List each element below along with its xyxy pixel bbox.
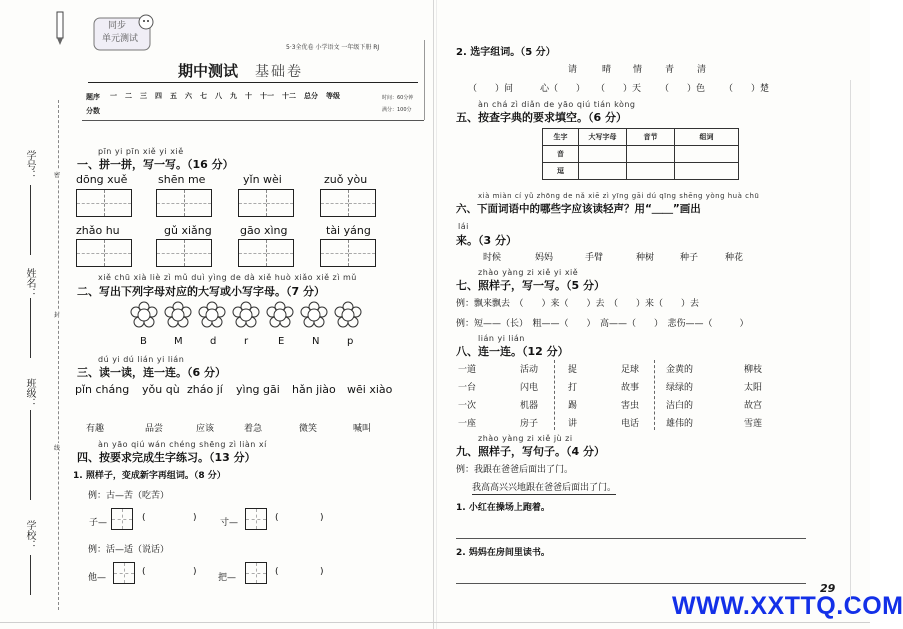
table-header: 组词 xyxy=(675,129,739,146)
brand-line: 5·3全优卷 小学语文 一年级下册 RJ xyxy=(286,44,380,51)
letter-r: r xyxy=(244,336,249,347)
writing-grid[interactable] xyxy=(156,239,212,267)
q9-title: 九、照样子，写句子。（4 分） xyxy=(456,445,605,458)
q9-item-1: 1. 小红在操场上跑着。 xyxy=(456,503,550,513)
writing-grid[interactable] xyxy=(76,189,132,217)
score-item: 一 xyxy=(110,92,117,100)
table-header: 大写字母 xyxy=(579,129,627,146)
q4-row1-b-label: 寸— xyxy=(220,518,239,528)
q6-word-3[interactable]: 手臂 xyxy=(585,253,604,263)
q1-title: 一、拼一拼，写一写。（16 分） xyxy=(77,158,234,171)
q8-pinyin: lián yi lián xyxy=(478,334,525,343)
r-q2-char-1: 请 xyxy=(568,65,578,75)
q3-pinyin-word-2: yǒu qù xyxy=(142,383,180,396)
q1-word-8: tài yáng xyxy=(326,224,371,237)
score-item: 二 xyxy=(125,92,132,100)
q8-divider-2 xyxy=(654,360,655,430)
r-q2-char-5: 清 xyxy=(697,65,707,75)
side-line-4 xyxy=(30,555,31,595)
q1-word-3: yǐn wèi xyxy=(243,173,282,186)
q4-title: 四、按要求完成生字练习。（13 分） xyxy=(77,451,256,464)
q3-pinyin-word-3: zháo jí xyxy=(187,383,223,396)
side-line-2 xyxy=(30,298,31,358)
full-marks-note: 满分：100分 xyxy=(382,107,412,113)
q5-pinyin: àn chá zì diǎn de yāo qiú tián kòng xyxy=(478,100,636,109)
stamp-text-unit-test: 单元测试 xyxy=(102,34,139,44)
q8-c4-4[interactable]: 电话 xyxy=(621,419,640,429)
char-box[interactable] xyxy=(245,562,267,584)
q9-example: 例：我跟在爸爸后面出了门。 xyxy=(456,465,574,475)
side-line-3 xyxy=(30,410,31,500)
score-item: 八 xyxy=(215,92,222,100)
writing-grid[interactable] xyxy=(76,239,132,267)
q3-hanzi-word-6: 喊叫 xyxy=(353,424,372,434)
seal-mark-feng: 封 xyxy=(54,312,61,319)
paren-open: ( xyxy=(142,567,146,577)
letter-N: N xyxy=(312,336,320,347)
table-row xyxy=(543,146,739,163)
q3-hanzi-word-3: 应该 xyxy=(196,424,215,434)
q8-c6-3[interactable]: 故宫 xyxy=(744,401,763,411)
side-label-name: 姓名： xyxy=(24,268,35,298)
paren-close: ) xyxy=(193,513,197,523)
table-cell-blank[interactable] xyxy=(627,146,675,163)
q8-c4-3[interactable]: 害虫 xyxy=(621,401,640,411)
q7-line-2[interactable]: 例：短——（长） 粗——（ ） 高——（ ） 悲伤——（ ） xyxy=(456,319,749,329)
r-q2-char-2: 晴 xyxy=(602,65,612,75)
page-number: 29 xyxy=(820,582,836,595)
paren-open: ( xyxy=(275,567,279,577)
r-q2-char-4: 青 xyxy=(665,65,675,75)
q6-word-1[interactable]: 时候 xyxy=(483,253,502,263)
r-q2-blank-4[interactable]: （ ）色 xyxy=(660,84,706,94)
letter-E: E xyxy=(278,336,285,347)
r-q2-blank-3[interactable]: （ ）天 xyxy=(596,84,642,94)
score-row-label: 题序 xyxy=(86,93,100,101)
q6-word-2[interactable]: 妈妈 xyxy=(535,253,554,263)
score-label: 分数 xyxy=(86,107,100,115)
q3-pinyin-word-1: pǐn cháng xyxy=(75,383,130,396)
table-cell-blank[interactable] xyxy=(579,146,627,163)
q1-word-6: gǔ xiǎng xyxy=(164,224,212,237)
q4-example2: 例：活—适（说话） xyxy=(88,545,170,555)
flower-icon[interactable] xyxy=(165,302,191,328)
q1-word-2: shēn me xyxy=(158,173,206,186)
flower-icon[interactable] xyxy=(233,302,259,328)
letter-p: p xyxy=(347,336,354,347)
r-q2-title: 2. 选字组词。（5 分） xyxy=(456,47,556,58)
score-item: 五 xyxy=(170,92,177,100)
table-cell-blank[interactable] xyxy=(675,163,739,180)
q4-sub1: 1. 照样子，变成新字再组词。（8 分） xyxy=(73,471,226,481)
q2-title: 二、写出下列字母对应的大写或小写字母。（7 分） xyxy=(77,285,325,298)
page-bottom-edge xyxy=(0,622,870,623)
score-item: 等级 xyxy=(326,92,340,100)
paren-close: ) xyxy=(320,513,324,523)
r-q2-blank-2[interactable]: 心（ ） xyxy=(540,84,586,94)
q1-pinyin: pīn yi pīn xiě yi xiě xyxy=(98,147,184,156)
writing-grid[interactable] xyxy=(238,239,294,267)
table-cell: 音 xyxy=(543,146,579,163)
flower-icon[interactable] xyxy=(199,302,225,328)
side-label-class: 班级： xyxy=(24,378,35,408)
pencil-icon xyxy=(54,12,66,46)
q5-title: 五、按查字典的要求填空。（6 分） xyxy=(456,111,627,124)
flower-icon[interactable] xyxy=(267,302,293,328)
q8-c2-3[interactable]: 机器 xyxy=(520,401,539,411)
q3-hanzi-word-4: 着急 xyxy=(244,424,263,434)
score-item: 十二 xyxy=(282,92,296,100)
letter-B: B xyxy=(140,336,147,347)
q9-example-answer: 我高高兴兴地跟在爸爸后面出了门。 xyxy=(472,480,616,495)
q8-c4-1[interactable]: 足球 xyxy=(621,365,640,375)
side-line-1 xyxy=(30,185,31,255)
score-item: 九 xyxy=(230,92,237,100)
q8-c4-2[interactable]: 故事 xyxy=(621,383,640,393)
q6-title: 六、下面词语中的哪些字应该读轻声？用“＿＿”画出 xyxy=(456,203,701,215)
side-label-student-id: 学号： xyxy=(24,150,35,180)
q8-c2-1[interactable]: 活动 xyxy=(520,365,539,375)
q1-word-7: gāo xìng xyxy=(240,224,288,237)
stamp-text-tongbu: 同步 xyxy=(108,21,127,31)
paren-close: ) xyxy=(320,567,324,577)
q8-title: 八、连一连。（12 分） xyxy=(456,345,569,358)
r-q2-char-3: 情 xyxy=(633,65,643,75)
q6-pinyin: xià miàn cí yǔ zhōng de nǎ xiē zì yīng gāi dú qīng shēng yòng huà chū xyxy=(478,192,760,200)
q9-item-2: 2. 妈妈在房间里读书。 xyxy=(456,548,550,558)
writing-grid[interactable] xyxy=(156,189,212,217)
q6-title2: 来。（3 分） xyxy=(456,234,517,247)
q4-pinyin: àn yāo qiú wán chéng shēng zì liàn xí xyxy=(98,440,267,449)
q9-pinyin: zhào yàng zi xiě jù zi xyxy=(478,434,573,443)
q8-c3-3[interactable]: 踢 xyxy=(568,401,578,411)
q8-c6-2[interactable]: 太阳 xyxy=(744,383,763,393)
site-watermark: WWW.XXTTQ.COM xyxy=(672,592,903,620)
q1-word-4: zuǒ yòu xyxy=(324,173,368,186)
q4-row2-a-label: 他— xyxy=(88,573,107,583)
char-box[interactable] xyxy=(111,508,133,530)
q3-hanzi-word-1: 有趣 xyxy=(86,424,105,434)
time-note: 时间：60分钟 xyxy=(382,95,414,101)
q8-c1-4[interactable]: 一座 xyxy=(458,419,477,429)
paren-close: ) xyxy=(193,567,197,577)
paren-open: ( xyxy=(142,513,146,523)
answer-line-2[interactable] xyxy=(456,583,806,584)
letter-d: d xyxy=(210,336,217,347)
q8-c3-4[interactable]: 讲 xyxy=(568,419,578,429)
char-box[interactable] xyxy=(113,562,135,584)
score-row-items xyxy=(110,91,340,101)
q4-example1: 例：古—苦（吃苦） xyxy=(88,491,170,501)
q3-hanzi-word-2: 品尝 xyxy=(145,424,164,434)
q8-c5-2[interactable]: 绿绿的 xyxy=(666,383,694,393)
q6-word-5[interactable]: 种子 xyxy=(680,253,699,263)
score-item: 十一 xyxy=(260,92,274,100)
q2-pinyin: xiě chū xià liè zì mǔ duì yìng de dà xiě huò xiǎo xiě zì mǔ xyxy=(98,273,357,282)
q3-pinyin-word-6: wēi xiào xyxy=(347,383,393,396)
q8-c1-2[interactable]: 一台 xyxy=(458,383,477,393)
table-header: 生字 xyxy=(543,129,579,146)
r-q2-blank-5[interactable]: （ ）楚 xyxy=(724,84,770,94)
q7-line-1[interactable]: 例：飘来飘去 （ ）来（ ）去 （ ）来（ ）去 xyxy=(456,299,700,309)
paren-open: ( xyxy=(275,513,279,523)
q8-c6-1[interactable]: 柳枝 xyxy=(744,365,763,375)
q8-c6-4[interactable]: 雪莲 xyxy=(744,419,763,429)
score-item: 七 xyxy=(200,92,207,100)
q3-pinyin-word-4: yìng gāi xyxy=(236,383,280,396)
exam-title: 期中测试 xyxy=(178,62,239,80)
q8-divider-1 xyxy=(554,360,555,430)
q3-title: 三、读一读，连一连。（6 分） xyxy=(77,366,226,379)
header-separator xyxy=(82,120,424,121)
flower-icon[interactable] xyxy=(335,302,361,328)
q8-c1-1[interactable]: 一道 xyxy=(458,365,477,375)
seal-mark-xian: 线 xyxy=(54,445,61,452)
table-row xyxy=(543,163,739,180)
q8-c2-4[interactable]: 房子 xyxy=(520,419,539,429)
table-cell-blank[interactable] xyxy=(579,163,627,180)
q8-c5-3[interactable]: 洁白的 xyxy=(666,401,694,411)
title-underline xyxy=(88,82,418,83)
header-right-edge xyxy=(424,40,425,120)
dictionary-table xyxy=(542,128,739,180)
q7-title: 七、照样子，写一写。（5 分） xyxy=(456,279,605,292)
seal-mark-mi: 密 xyxy=(54,172,61,179)
q6-word-4[interactable]: 种树 xyxy=(636,253,655,263)
table-cell: 逗 xyxy=(543,163,579,180)
q7-pinyin: zhào yàng zi xiě yi xiě xyxy=(478,268,579,277)
q8-c3-1[interactable]: 捉 xyxy=(568,365,578,375)
char-box[interactable] xyxy=(245,508,267,530)
score-item: 十 xyxy=(245,92,252,100)
q3-pinyin: dú yi dú lián yi lián xyxy=(98,355,185,364)
r-q2-blank-1[interactable]: （ ）问 xyxy=(468,84,514,94)
page-fold xyxy=(433,0,434,629)
flower-icon[interactable] xyxy=(301,302,327,328)
side-label-school: 学校： xyxy=(24,520,35,550)
page-fold-shadow xyxy=(436,0,437,629)
score-item: 六 xyxy=(185,92,192,100)
flower-icon[interactable] xyxy=(131,302,157,328)
q8-c5-4[interactable]: 雄伟的 xyxy=(666,419,694,429)
q6-word-6[interactable]: 种花 xyxy=(725,253,744,263)
q4-row1-a-label: 子— xyxy=(89,518,108,528)
q8-c2-2[interactable]: 闪电 xyxy=(520,383,539,393)
q1-word-5: zhǎo hu xyxy=(76,224,120,237)
q8-c1-3[interactable]: 一次 xyxy=(458,401,477,411)
q1-word-1: dōng xuě xyxy=(76,173,128,186)
table-cell-blank[interactable] xyxy=(675,146,739,163)
page-right-edge xyxy=(850,80,851,600)
score-item: 四 xyxy=(155,92,162,100)
writing-grid[interactable] xyxy=(320,189,376,217)
writing-grid[interactable] xyxy=(238,189,294,217)
letter-M: M xyxy=(174,336,183,347)
q3-pinyin-word-5: hǎn jiào xyxy=(292,383,336,396)
q4-row2-b-label: 把— xyxy=(218,573,237,583)
q8-c3-2[interactable]: 打 xyxy=(568,383,578,393)
table-cell-blank[interactable] xyxy=(627,163,675,180)
q8-c5-1[interactable]: 金黄的 xyxy=(666,365,694,375)
exam-subtitle: 基础卷 xyxy=(255,64,303,80)
writing-grid[interactable] xyxy=(320,239,376,267)
q6-title2-pinyin: lái xyxy=(458,222,469,231)
score-item: 三 xyxy=(140,92,147,100)
answer-line-1[interactable] xyxy=(456,538,806,539)
table-header: 音节 xyxy=(627,129,675,146)
q3-hanzi-word-5: 微笑 xyxy=(299,424,318,434)
score-item: 总分 xyxy=(304,92,318,100)
